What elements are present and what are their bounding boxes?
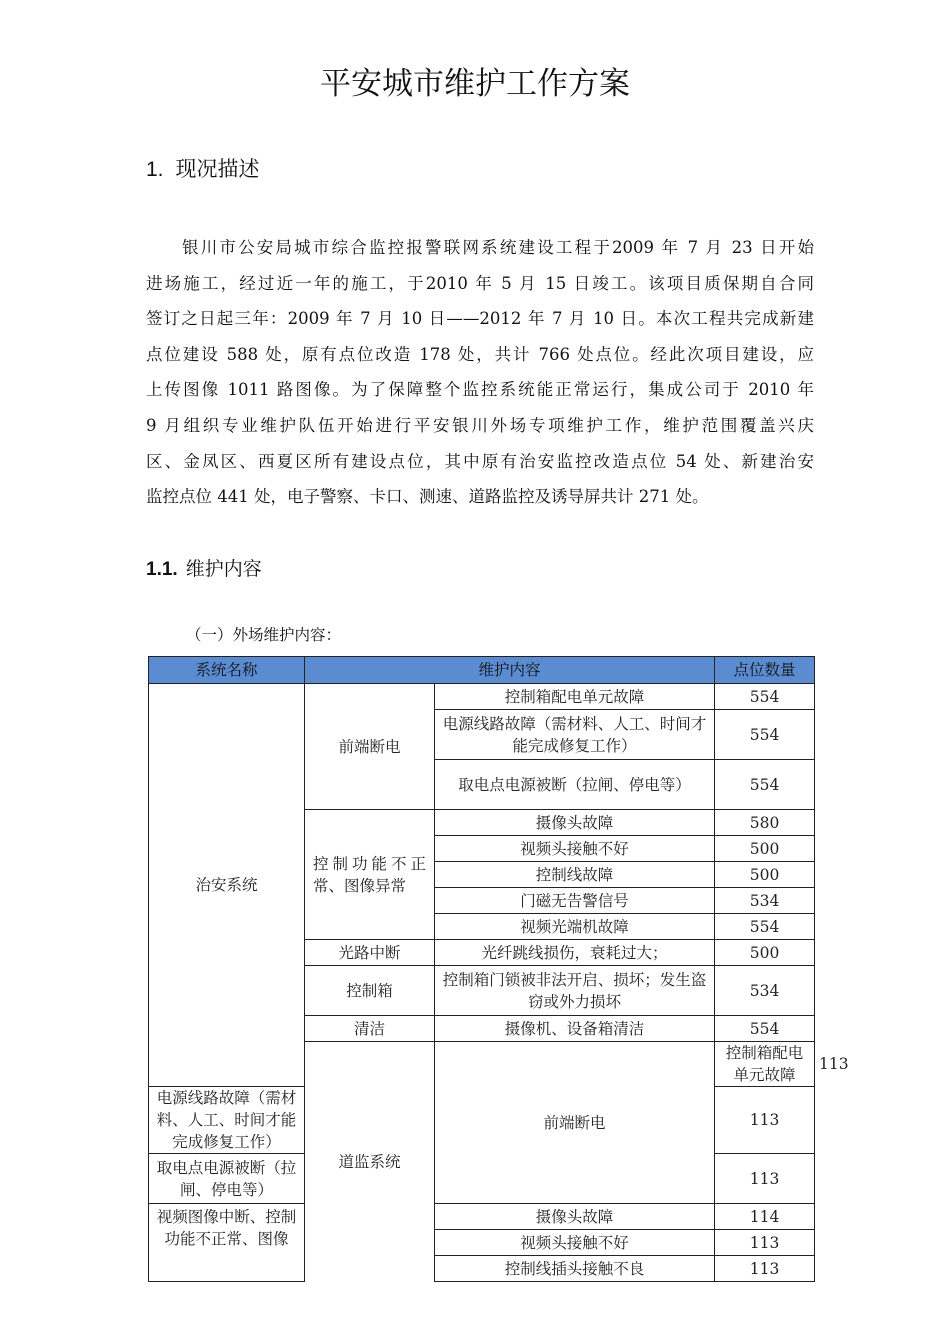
table-row: 道监系统 前端断电 控制箱配电单元故障 113 bbox=[149, 1042, 815, 1087]
item-desc-cell: 控制线插头接触不良 bbox=[435, 1256, 715, 1282]
item-desc-cell: 摄像头故障 bbox=[435, 810, 715, 836]
section-title: 维护内容 bbox=[185, 558, 262, 580]
item-desc-cell: 控制线故障 bbox=[435, 862, 715, 888]
paragraph-line: 上传图像 1011 路图像。为了保障整个监控系统能正常运行，集成公司于 2010 年 bbox=[146, 380, 814, 400]
item-count-cell: 554 bbox=[715, 684, 815, 710]
table-header-row bbox=[149, 657, 815, 684]
category-cell: 前端断电 bbox=[435, 1042, 715, 1204]
item-count-cell: 113 bbox=[715, 1087, 815, 1154]
item-desc-cell: 控制箱配电单元故障 bbox=[435, 684, 715, 710]
item-count-cell: 554 bbox=[715, 914, 815, 940]
item-desc-cell: 电源线路故障（需材料、人工、时间才能完成修复工作） bbox=[435, 710, 715, 760]
paragraph-line: 区、金凤区、西夏区所有建设点位，其中原有治安监控改造点位 54 处、新建治安 bbox=[146, 451, 814, 471]
category-cell: 前端断电 bbox=[305, 684, 435, 810]
item-count-cell: 580 bbox=[715, 810, 815, 836]
category-cell: 清洁 bbox=[305, 1016, 435, 1042]
header-system-name: 系统名称 bbox=[149, 657, 305, 684]
paragraph-line: 进场施工，经过近一年的施工，于2010 年 5 月 15 日竣工。该项目质保期自合同 bbox=[146, 273, 814, 293]
paragraph-line: 银川市公安局城市综合监控报警联网系统建设工程于2009 年 7 月 23 日开始 bbox=[182, 238, 814, 257]
item-count-cell: 113 bbox=[715, 1230, 815, 1256]
item-desc-cell: 视频头接触不好 bbox=[435, 1230, 715, 1256]
item-desc-cell: 控制箱配电单元故障 bbox=[715, 1042, 815, 1087]
category-cell: 控制箱 bbox=[305, 966, 435, 1016]
item-desc-cell: 视频光端机故障 bbox=[435, 914, 715, 940]
paragraph-line: 9 月组织专业维护队伍开始进行平安银川外场专项维护工作，维护范围覆盖兴庆 bbox=[146, 415, 814, 435]
item-desc-cell: 电源线路故障（需材料、人工、时间才能完成修复工作） bbox=[149, 1087, 305, 1154]
paragraph-line: 签订之日起三年：2009 年 7 月 10 日——2012 年 7 月 10 日。本次工程共完成新建 bbox=[146, 309, 814, 329]
category-cell: 光路中断 bbox=[305, 940, 435, 966]
section-heading-1-1 bbox=[146, 553, 262, 586]
item-count-cell: 554 bbox=[715, 760, 815, 810]
item-count-cell: 534 bbox=[715, 966, 815, 1016]
table-row bbox=[149, 684, 815, 710]
paragraph-line: 点位建设 588 处，原有点位改造 178 处，共计 766 处点位。经此次项目建设，应 bbox=[146, 344, 814, 364]
description-paragraph bbox=[146, 230, 814, 515]
item-count-cell: 113 bbox=[715, 1154, 815, 1204]
item-desc-cell: 摄像机、设备箱清洁 bbox=[435, 1016, 715, 1042]
system-name-cell: 治安系统 bbox=[149, 684, 305, 1087]
page-title: 平安城市维护工作方案 bbox=[320, 66, 630, 102]
table-row bbox=[149, 1204, 815, 1230]
item-count-cell: 500 bbox=[715, 836, 815, 862]
item-count-cell: 500 bbox=[715, 940, 815, 966]
item-count-cell: 554 bbox=[715, 710, 815, 760]
item-desc-cell: 门磁无告警信号 bbox=[435, 888, 715, 914]
category-cell: 控制功能不正常、图像异常 bbox=[305, 810, 435, 940]
section-title: 现况描述 bbox=[175, 157, 260, 181]
item-count-cell: 114 bbox=[715, 1204, 815, 1230]
header-point-count: 点位数量 bbox=[715, 657, 815, 684]
header-maintenance-content: 维护内容 bbox=[305, 657, 715, 684]
section-heading-1 bbox=[146, 152, 260, 187]
item-desc-cell: 摄像头故障 bbox=[435, 1204, 715, 1230]
category-cell: 视频图像中断、控制功能不正常、图像 bbox=[149, 1204, 305, 1282]
item-desc-cell: 视频头接触不好 bbox=[435, 836, 715, 862]
item-count-cell: 534 bbox=[715, 888, 815, 914]
maintenance-table bbox=[148, 656, 849, 1282]
item-desc-cell: 控制箱门锁被非法开启、损坏；发生盗窃或外力损坏 bbox=[435, 966, 715, 1016]
paragraph-line: 监控点位 441 处，电子警察、卡口、测速、道路监控及诱导屏共计 271 处。 bbox=[146, 487, 709, 507]
item-desc-cell: 光纤跳线损伤，衰耗过大； bbox=[435, 940, 715, 966]
item-count-cell: 500 bbox=[715, 862, 815, 888]
table-caption: （一）外场维护内容： bbox=[186, 626, 342, 644]
item-desc-cell: 取电点电源被断（拉闸、停电等） bbox=[435, 760, 715, 810]
section-number: 1. bbox=[146, 158, 164, 181]
item-desc-cell: 取电点电源被断（拉闸、停电等） bbox=[149, 1154, 305, 1204]
section-number: 1.1. bbox=[146, 559, 178, 580]
item-count-cell: 554 bbox=[715, 1016, 815, 1042]
system-name-cell: 道监系统 bbox=[305, 1042, 435, 1282]
item-count-cell: 113 bbox=[715, 1256, 815, 1282]
